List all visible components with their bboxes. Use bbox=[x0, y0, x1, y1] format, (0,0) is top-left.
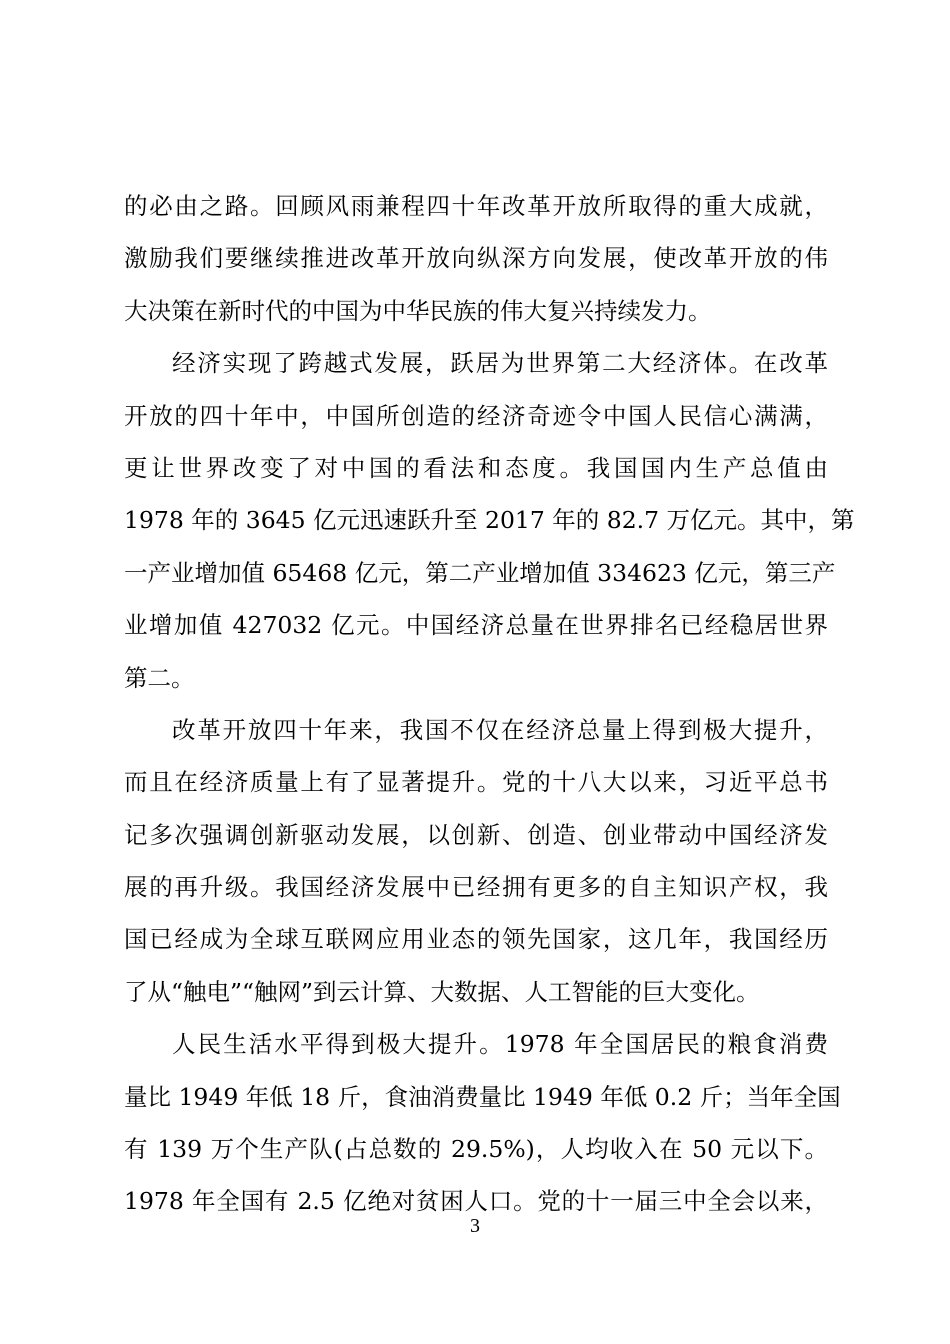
text-line: 第二。 bbox=[124, 663, 195, 692]
text-line: 1978 年的 3645 亿元迅速跃升至 2017 年的 82.7 万亿元。其中，第 bbox=[124, 506, 855, 535]
text-line: 而且在经济质量上有了显著提升。党的十八大以来，习近平总书 bbox=[124, 768, 828, 797]
text-line: 展的再升级。我国经济发展中已经拥有更多的自主知识产权，我 bbox=[124, 873, 828, 902]
text-line: 量比 1949 年低 18 斤，食油消费量比 1949 年低 0.2 斤；当年全国 bbox=[124, 1082, 841, 1111]
text-line: 激励我们要继续推进改革开放向纵深方向发展，使改革开放的伟 bbox=[124, 244, 828, 273]
text-line: 记多次强调创新驱动发展，以创新、创造、创业带动中国经济发 bbox=[124, 820, 828, 849]
paragraph-first-line: 经济实现了跨越式发展，跃居为世界第二大经济体。在改革 bbox=[172, 349, 828, 378]
text-line: 更让世界改变了对中国的看法和态度。我国国内生产总值由 bbox=[124, 453, 828, 482]
text-line: 有 139 万个生产队(占总数的 29.5%)，人均收入在 50 元以下。 bbox=[124, 1135, 828, 1164]
text-line: 业增加值 427032 亿元。中国经济总量在世界排名已经稳居世界 bbox=[124, 611, 828, 640]
text-line: 了从“触电”“触网”到云计算、大数据、人工智能的巨大变化。 bbox=[124, 977, 760, 1006]
text-line: 开放的四十年中，中国所创造的经济奇迹令中国人民信心满满， bbox=[124, 401, 828, 430]
page-number: 3 bbox=[470, 1215, 480, 1237]
text-line: 的必由之路。回顾风雨兼程四十年改革开放所取得的重大成就， bbox=[124, 192, 828, 220]
text-line: 国已经成为全球互联网应用业态的领先国家，这几年，我国经历 bbox=[124, 925, 828, 954]
paragraph-first-line: 改革开放四十年来，我国不仅在经济总量上得到极大提升， bbox=[172, 715, 828, 744]
text-line: 大决策在新时代的中国为中华民族的伟大复兴持续发力。 bbox=[124, 296, 712, 325]
text-line: 一产业增加值 65468 亿元，第二产业增加值 334623 亿元，第三产 bbox=[124, 558, 836, 587]
body-text bbox=[124, 180, 855, 1228]
paragraph-first-line: 人民生活水平得到极大提升。1978 年全国居民的粮食消费 bbox=[172, 1030, 828, 1059]
text-line: 1978 年全国有 2.5 亿绝对贫困人口。党的十一届三中全会以来， bbox=[124, 1187, 828, 1216]
